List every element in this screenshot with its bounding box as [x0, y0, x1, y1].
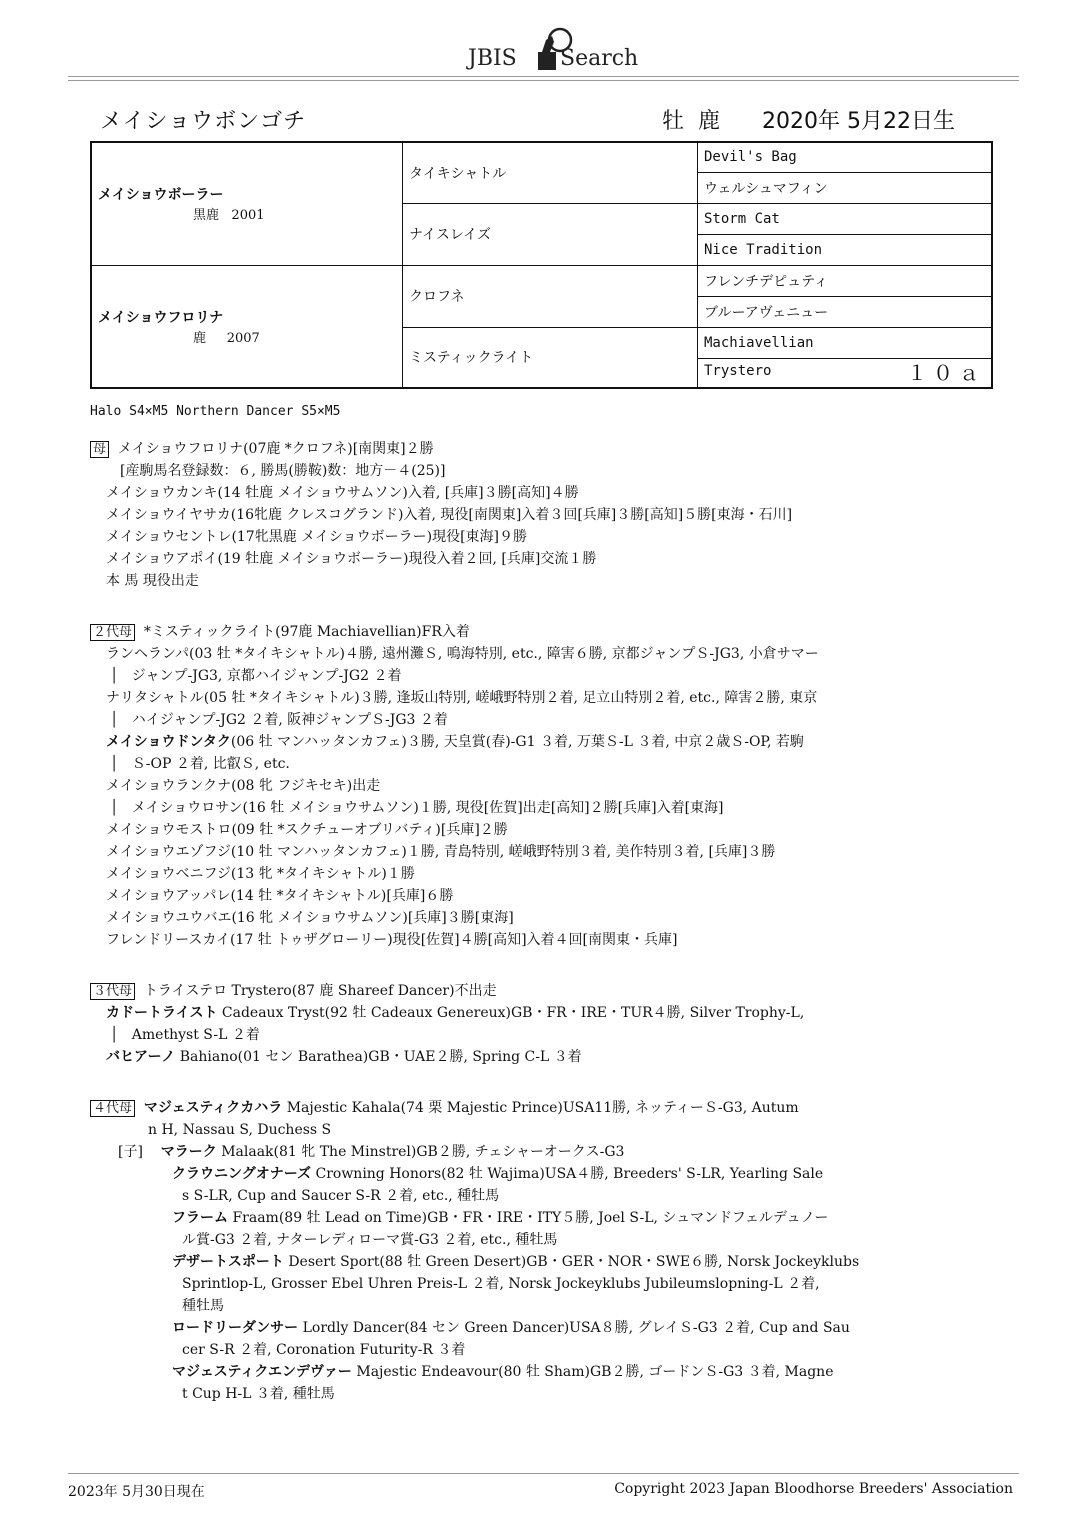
- g2-line-10: メイショウエゾフジ(10 牡 マンハッタンカフェ)１勝, 青島特別, 嵯峨野特別３着, 美作特別３着, [兵庫]３勝: [106, 844, 776, 860]
- g4-line-6: ル賞-G3 ２着, ナターレディローマ賞-G3 ２着, etc., 種牡馬: [182, 1232, 558, 1248]
- g4-line-4: s S-LR, Cup and Saucer S-R ２着, etc., 種牡馬: [182, 1188, 500, 1204]
- g2-line-3: ナリタシャトル(05 牡 *タイキシャトル)３勝, 逢坂山特別, 嵯峨野特別２着, 足立山特別２着, etc., 障害２勝, 東京: [106, 690, 818, 706]
- g4-line-11: cer S-R ２着, Coronation Futurity-R ３着: [182, 1342, 466, 1358]
- g3-4: Nice Tradition: [698, 234, 993, 265]
- dam-line-6: 本 馬 現役出走: [106, 573, 199, 589]
- g2-line-8: │ メイショウロサン(16 牡 メイショウサムソン)１勝, 現役[佐賀]出走[高知]２勝[兵庫]入着[東海]: [110, 800, 724, 816]
- family-number: １０ａ: [907, 360, 985, 385]
- dam-name: メイショウフロリナ: [98, 309, 224, 326]
- dam-line-0: 母 メイショウフロリナ(07鹿 *クロフネ)[南関東]２勝: [90, 440, 434, 459]
- footer-copyright: Copyright 2023 Japan Bloodhorse Breeders' Association: [614, 1481, 1013, 1497]
- section-label-g4: ４代母: [90, 1100, 135, 1117]
- g3-2: ウェルシュマフィン: [698, 172, 993, 203]
- g4-line-7: デザートスポート Desert Sport(88 牡 Green Desert)GB・GER・NOR・SWE６勝, Norsk Jockeyklubs: [172, 1254, 860, 1270]
- g4-line-13: t Cup H-L ３着, 種牡馬: [182, 1386, 335, 1402]
- dam-dam: ミスティックライト: [403, 327, 698, 388]
- sex-color: [662, 104, 720, 135]
- g3-line-0: ３代母 トライステロ Trystero(87 鹿 Shareef Dancer)不出走: [90, 982, 497, 1001]
- g4-line-5: フラーム Fraam(89 牡 Lead on Time)GB・FR・IRE・ITY５勝, Joel S-L, シュマンドフェルデュノー: [172, 1210, 829, 1226]
- sire-name: メイショウボーラー: [98, 187, 224, 204]
- dam-cell: [91, 265, 403, 388]
- g3-5: フレンチデピュティ: [698, 265, 993, 296]
- g2-line-13: メイショウユウバエ(16 牝 メイショウサムソン)[兵庫]３勝[東海]: [106, 910, 514, 926]
- sire-sire: タイキシャトル: [403, 142, 698, 203]
- g2-line-11: メイショウベニフジ(13 牝 *タイキシャトル)１勝: [106, 866, 415, 882]
- sire-cell: [91, 142, 403, 265]
- g2-line-6: │ Ｓ-OP ２着, 比叡Ｓ, etc.: [110, 756, 290, 772]
- pedigree-table: [90, 141, 993, 389]
- g3-line-1: カドートライスト Cadeaux Tryst(92 牡 Cadeaux Genereux)GB・FR・IRE・TUR４勝, Silver Trophy-L,: [106, 1005, 805, 1021]
- footer-rule: [68, 1473, 1019, 1474]
- logo-text-search: Search: [560, 46, 639, 71]
- section-label-g3: ３代母: [90, 983, 135, 1000]
- g4-line-9: 種牡馬: [182, 1298, 224, 1314]
- g2-line-9: メイショウモストロ(09 牡 *スクチューオブリバティ)[兵庫]２勝: [106, 822, 508, 838]
- header-rule-2: [68, 80, 1019, 81]
- sire-dam: ナイスレイズ: [403, 203, 698, 265]
- g4-line-1: n H, Nassau S, Duchess S: [148, 1122, 332, 1138]
- section-label-dam: 母: [90, 441, 109, 458]
- g3-8: Trystero １０ａ: [698, 358, 993, 388]
- horse-sex: 牡: [662, 109, 685, 134]
- jbis-logo: [468, 14, 639, 74]
- g4-line-8: Sprintlop-L, Grosser Ebel Uhren Preis-L ２着, Norsk Jockeyklubs Jubileumslopning-L ２着,: [182, 1276, 820, 1292]
- g3-1: Devil's Bag: [698, 142, 993, 172]
- dam-line-2: メイショウカンキ(14 牡鹿 メイショウサムソン)入着, [兵庫]３勝[高知]４勝: [106, 485, 579, 501]
- sire-info: 黒鹿 2001: [193, 208, 265, 224]
- g3-line-3: バヒアーノ Bahiano(01 セン Barathea)GB・UAE２勝, Spring C-L ３着: [106, 1049, 582, 1065]
- g4-line-12: マジェスティクエンデヴァー Majestic Endeavour(80 牡 Sham)GB２勝, ゴードンＳ-G3 ３着, Magne: [172, 1364, 834, 1380]
- dam-line-5: メイショウアポイ(19 牡鹿 メイショウボーラー)現役入着２回, [兵庫]交流１勝: [106, 551, 597, 567]
- g3-6: ブルーアヴェニュー: [698, 296, 993, 327]
- g2-line-12: メイショウアッパレ(14 牡 *タイキシャトル)[兵庫]６勝: [106, 888, 454, 904]
- g2-line-2: │ ジャンプ-JG3, 京都ハイジャンプ-JG2 ２着: [110, 668, 402, 684]
- header-rule-1: [68, 76, 1019, 77]
- dam-line-1: [産駒馬名登録数：６, 勝馬(勝鞍)数：地方－４(25)]: [120, 463, 446, 479]
- g2-line-1: ランヘランパ(03 牡 *タイキシャトル)４勝, 遠州灘Ｓ, 鳴海特別, etc., 障害６勝, 京都ジャンプＳ-JG3, 小倉サマー: [106, 646, 819, 662]
- g4-line-0: ４代母 マジェスティクカハラ Majestic Kahala(74 栗 Majestic Prince)USA11勝, ネッティーＳ-G3, Autum: [90, 1099, 799, 1118]
- g4-line-10: ロードリーダンサー Lordly Dancer(84 セン Green Dancer)USA８勝, グレイＳ-G3 ２着, Cup and Sau: [172, 1320, 850, 1336]
- g2-line-4: │ ハイジャンプ-JG2 ２着, 阪神ジャンプＳ-JG3 ２着: [110, 712, 448, 728]
- horse-color: 鹿: [698, 109, 721, 134]
- dam-sire: クロフネ: [403, 265, 698, 327]
- horse-name: メイショウボンゴチ: [100, 109, 307, 134]
- birth-date: 2020年 5月22日生: [762, 109, 955, 134]
- g3-line-2: │ Amethyst S-L ２着: [110, 1027, 260, 1043]
- footer-date: 2023年 5月30日現在: [68, 1484, 205, 1500]
- dam-info: 鹿 2007: [193, 330, 260, 346]
- g2-line-14: フレンドリースカイ(17 牡 トゥザグローリー)現役[佐賀]４勝[高知]入着４回[南関東・兵庫]: [106, 932, 678, 948]
- g3-3: Storm Cat: [698, 203, 993, 234]
- dam-line-3: メイショウイヤサカ(16牝鹿 クレスコグランド)入着, 現役[南関東]入着３回[兵庫]３勝[高知]５勝[東海・石川]: [106, 507, 793, 523]
- logo-text-jbis: JBIS: [468, 46, 517, 71]
- g2-line-7: メイショウランクナ(08 牝 フジキセキ)出走: [106, 778, 381, 794]
- inbreeding: Halo S4×M5 Northern Dancer S5×M5: [90, 404, 341, 419]
- g4-line-3: クラウニングオナーズ Crowning Honors(82 牡 Wajima)USA４勝, Breeders' S-LR, Yearling Sale: [172, 1166, 824, 1182]
- g2-line-0: ２代母 *ミスティックライト(97鹿 Machiavellian)FR入着: [90, 623, 470, 642]
- g3-7: Machiavellian: [698, 327, 993, 358]
- dam-line-4: メイショウセントレ(17牝黒鹿 メイショウボーラー)現役[東海]９勝: [106, 529, 527, 545]
- section-label-g2: ２代母: [90, 624, 135, 641]
- g2-line-5: メイショウドンタク(06 牡 マンハッタンカフェ)３勝, 天皇賞(春)-G1 ３着, 万葉Ｓ-L ３着, 中京２歳Ｓ-OP, 若駒: [106, 734, 804, 750]
- g4-line-2: [子] マラーク Malaak(81 牝 The Minstrel)GB２勝, チェシャーオークス-G3: [118, 1144, 625, 1160]
